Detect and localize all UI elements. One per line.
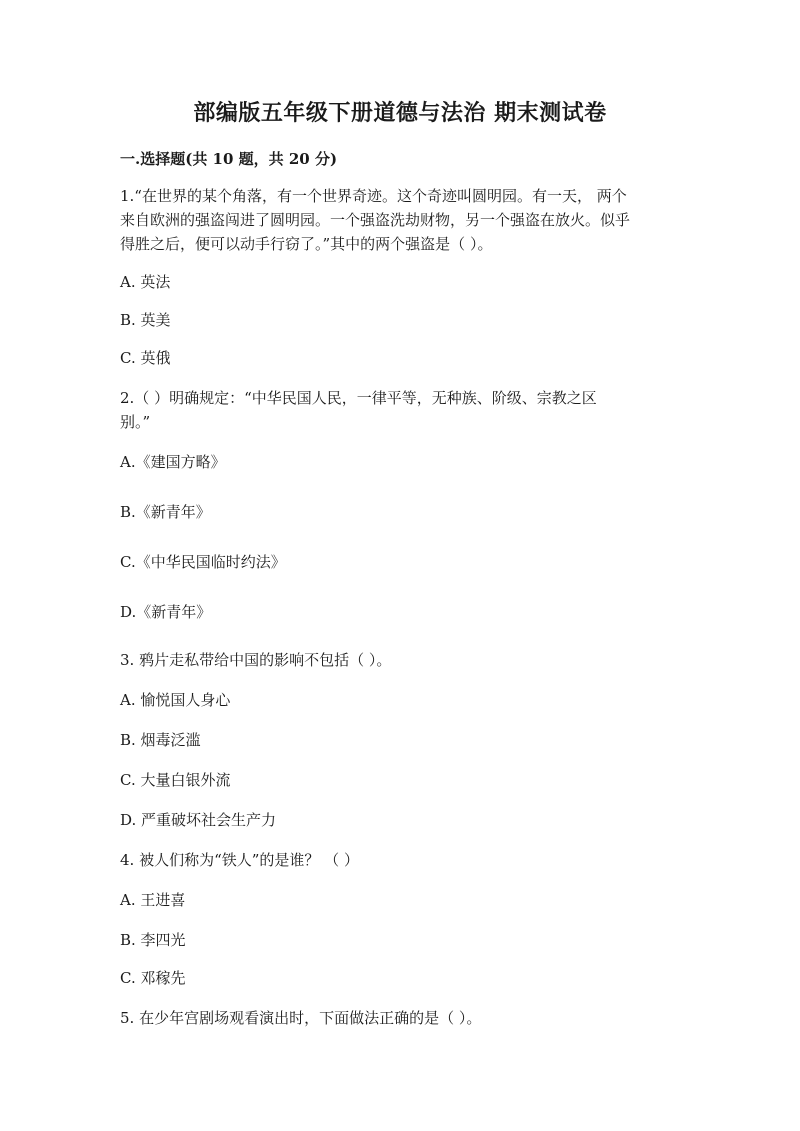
question-3-option-d: D. 严重破坏社会生产力	[120, 811, 277, 829]
question-2-option-c: C.《中华民国临时约法》	[120, 553, 286, 571]
question-1-option-a: A. 英法	[120, 273, 171, 291]
page-title: 部编版五年级下册道德与法治 期末测试卷	[193, 100, 607, 126]
question-1-option-c: C. 英俄	[120, 349, 171, 367]
question-4-option-b: B. 李四光	[120, 931, 186, 949]
question-2-option-b: B.《新青年》	[120, 503, 211, 521]
question-3-option-c: C. 大量白银外流	[120, 771, 231, 789]
question-3-line-1: 3. 鸦片走私带给中国的影响不包括（ ）。	[120, 651, 392, 669]
question-2-line-1: 2.（ ）明确规定：“中华民国人民，一律平等，无种族、阶级、宗教之区	[120, 389, 597, 407]
question-2-option-a: A.《建国方略》	[120, 453, 226, 471]
question-4-option-c: C. 邓稼先	[120, 969, 186, 987]
question-1-line-1: 1.“在世界的某个角落，有一个世界奇迹。这个奇迹叫圆明园。有一天， 两个	[120, 187, 627, 205]
question-5-line-1: 5. 在少年宫剧场观看演出时，下面做法正确的是（ ）。	[120, 1009, 482, 1027]
question-2-option-d: D.《新青年》	[120, 603, 212, 621]
question-4-option-a: A. 王进喜	[120, 891, 186, 909]
question-2-line-2: 别。”	[120, 413, 151, 431]
question-1-option-b: B. 英美	[120, 311, 171, 329]
section-heading: 一.选择题(共 10 题，共 20 分)	[120, 150, 338, 168]
question-1-line-2: 来自欧洲的强盗闯进了圆明园。一个强盗洗劫财物，另一个强盗在放火。似乎	[120, 211, 631, 229]
question-1-line-3: 得胜之后，便可以动手行窃了。”其中的两个强盗是（ ）。	[120, 235, 493, 253]
question-4-line-1: 4. 被人们称为“铁人”的是谁？ （ ）	[120, 851, 359, 869]
question-3-option-b: B. 烟毒泛滥	[120, 731, 201, 749]
question-3-option-a: A. 愉悦国人身心	[120, 691, 231, 709]
